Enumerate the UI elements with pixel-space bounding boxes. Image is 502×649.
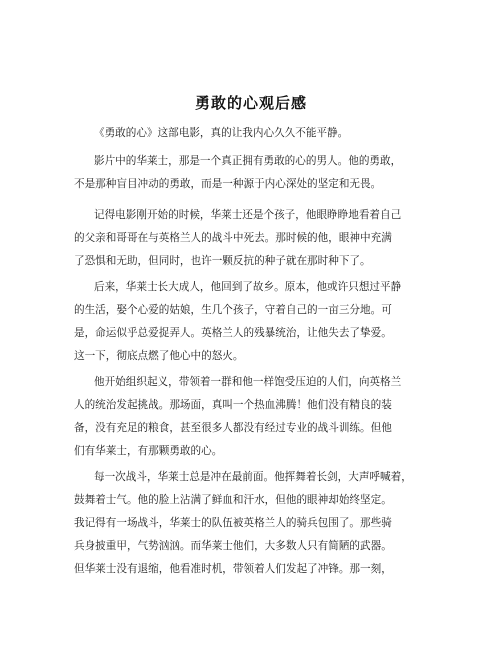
paragraph-line: 人的统治发起挑战。那场面，真叫一个热血沸腾！他们没有精良的装 [74,399,392,411]
paragraph-line: 兵身披重甲，气势汹汹。而华莱士他们，大多数人只有简陋的武器。 [74,540,392,552]
paragraph-3 [74,204,434,273]
paragraph-line: 影片中的华莱士，那是一个真正拥有勇敢的心的男人。他的勇敢， [94,155,402,167]
document-title: 勇敢的心观后感 [194,94,307,112]
paragraph-line: 是，命运似乎总爱捉弄人。英格兰人的残暴统治，让他失去了挚爱。 [74,327,392,339]
paragraph-line: 们有华莱士，有那颗勇敢的心。 [74,445,223,457]
paragraph-5 [74,371,434,463]
paragraph-line: 这一下，彻底点燃了他心中的怒火。 [74,350,244,362]
paragraph-line: 但华莱士没有退缩，他看准时机，带领着人们发起了冲锋。那一刻， [74,563,392,575]
paragraph-line: 他开始组织起义，带领着一群和他一样饱受压迫的人们，向英格兰 [94,376,402,388]
paragraph-4 [74,276,434,368]
paragraph-line: 了恐惧和无助，但同时，也许一颗反抗的种子就在那时种下了。 [74,255,371,267]
paragraph-6 [74,466,434,581]
paragraph-line: 的父亲和哥哥在与英格兰人的战斗中死去。那时候的他，眼神中充满 [74,232,392,244]
paragraph-line: 每一次战斗，华莱士总是冲在最前面。他挥舞着长剑，大声呼喊着， [94,471,412,483]
paragraph-line: 的生活，娶个心爱的姑娘，生几个孩子，守着自己的一亩三分地。可 [74,304,392,316]
paragraph-line: 后来，华莱士长大成人，他回到了故乡。原本，他或许只想过平静 [94,281,402,293]
paragraph-line: 备，没有充足的粮食，甚至很多人都没有经过专业的战斗训练。但他 [74,422,392,434]
paragraph-1 [74,122,434,145]
paragraph-line: 《勇敢的心》这部电影，真的让我内心久久不能平静。 [94,127,349,139]
paragraph-line: 我记得有一场战斗，华莱士的队伍被英格兰人的骑兵包围了。那些骑 [74,517,392,529]
paragraph-line: 鼓舞着士气。他的脸上沾满了鲜血和汗水，但他的眼神却始终坚定。 [74,494,392,506]
paragraph-2 [74,150,434,196]
paragraph-line: 记得电影刚开始的时候，华莱士还是个孩子，他眼睁睁地看着自己 [94,209,402,221]
paragraph-line: 不是那种盲目冲动的勇敢，而是一种源于内心深处的坚定和无畏。 [74,178,382,190]
